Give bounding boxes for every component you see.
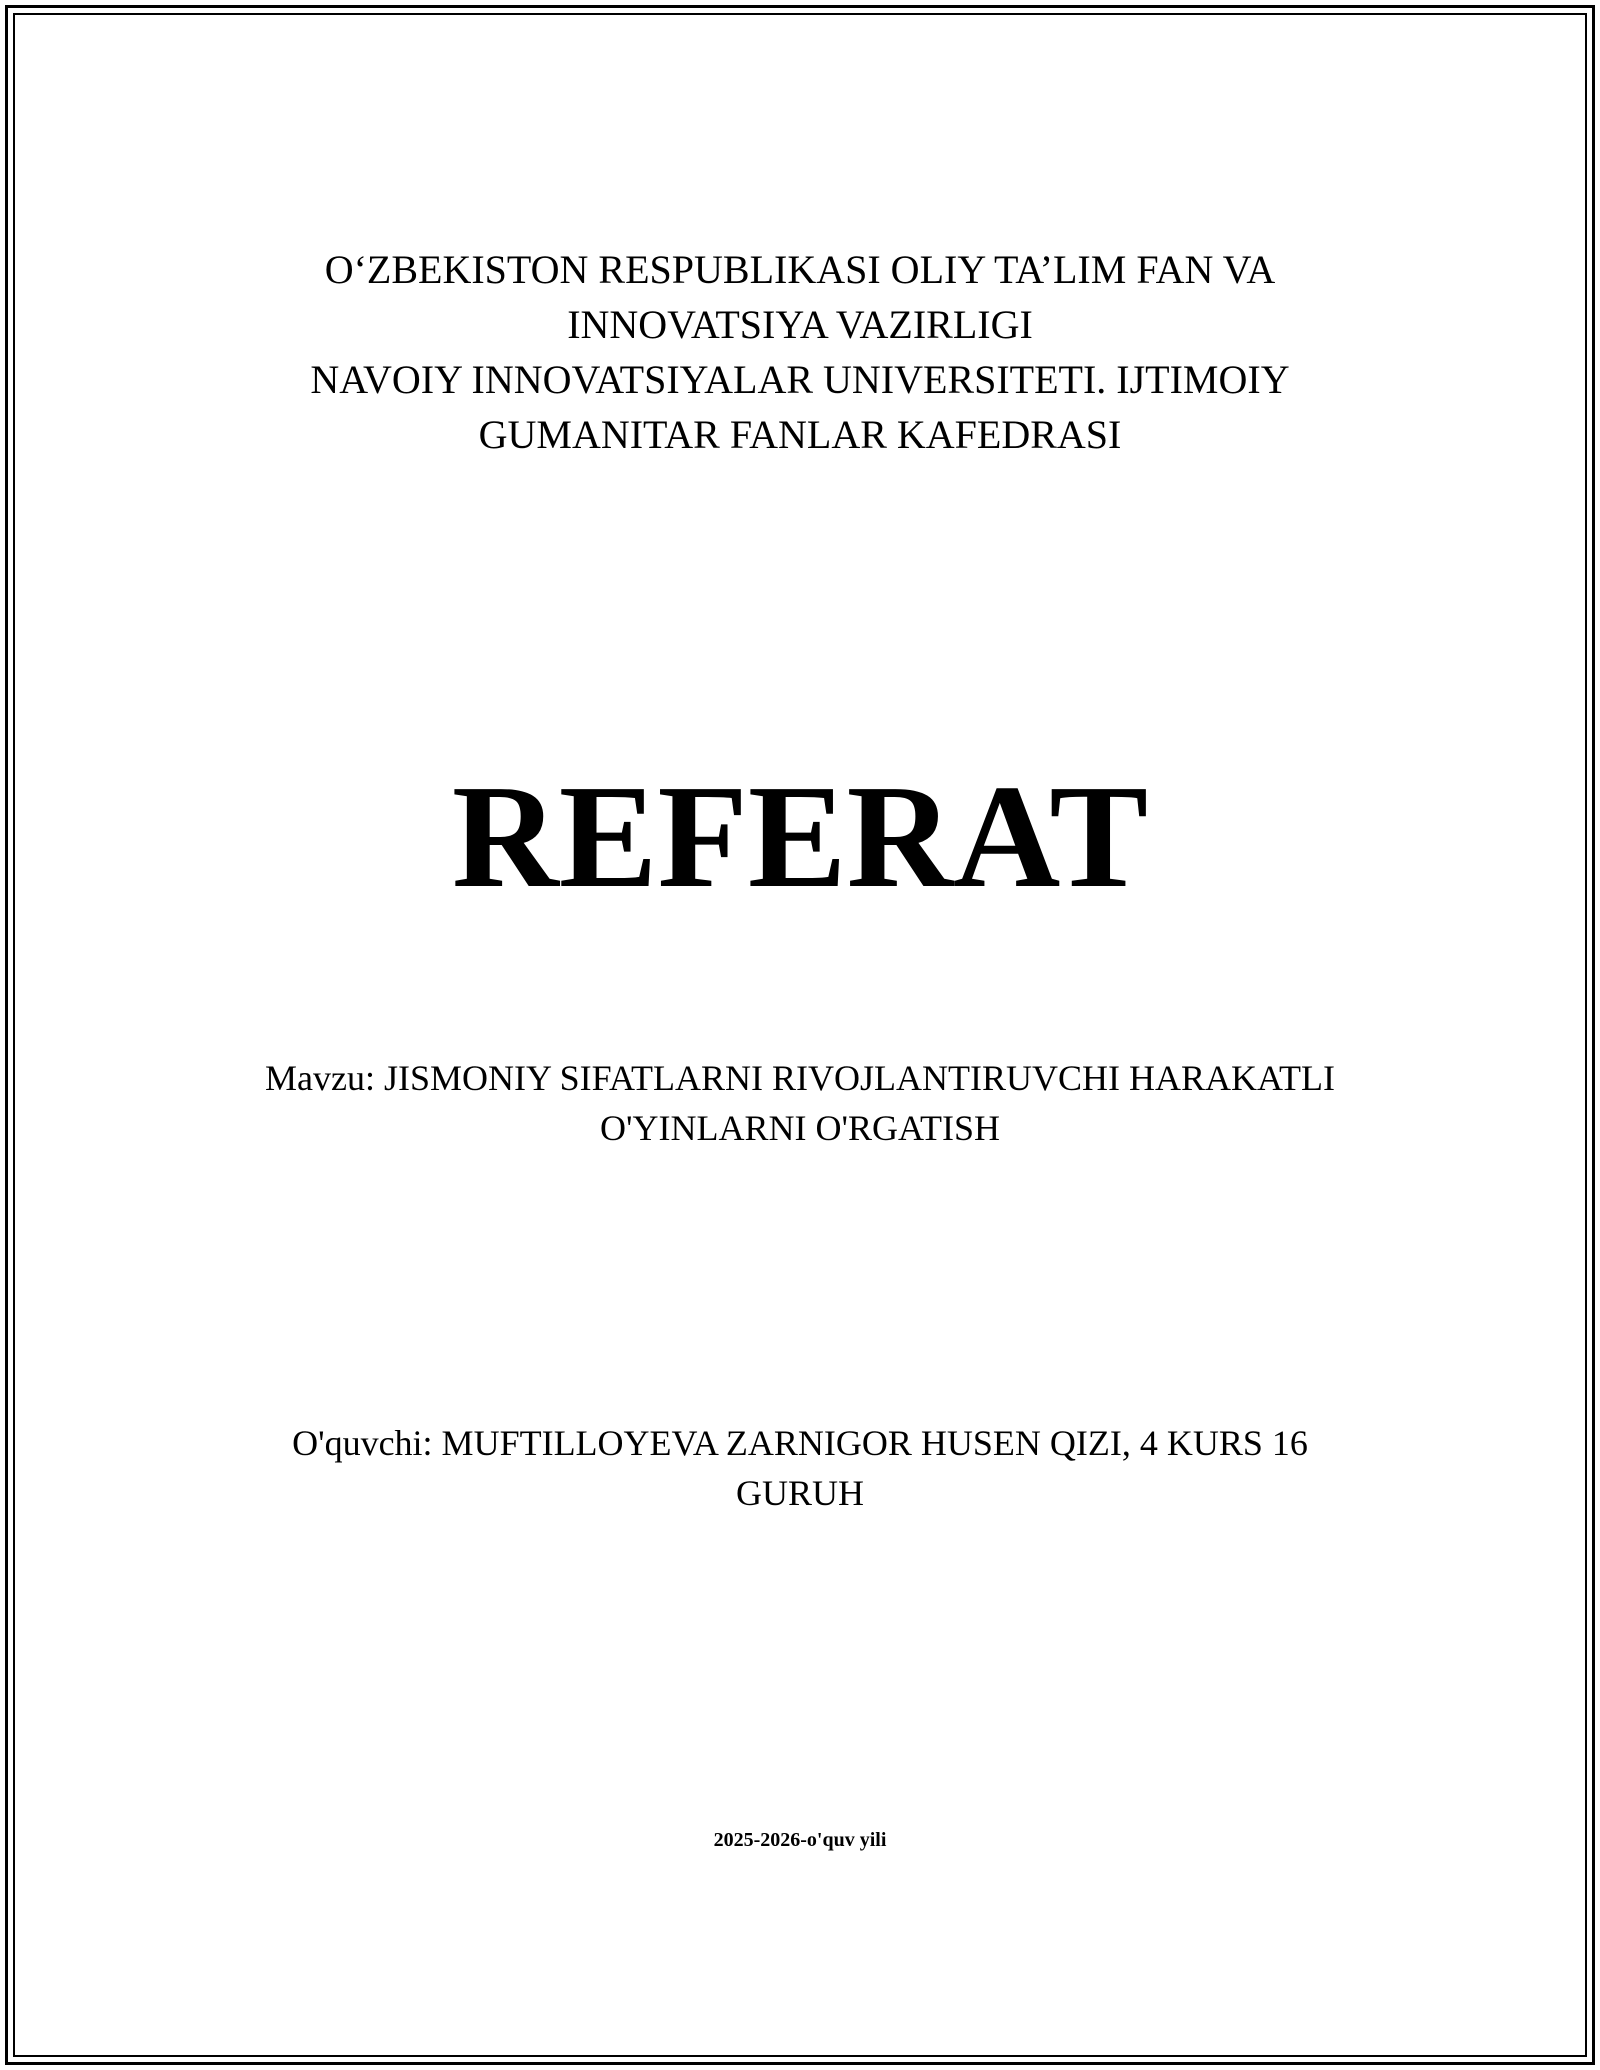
student-line-2: GURUH bbox=[735, 1473, 864, 1513]
topic-line-1: Mavzu: JISMONIY SIFATLARNI RIVOJLANTIRUVCHI HARAKATLI bbox=[265, 1058, 1335, 1098]
header-line-university: NAVOIY INNOVATSIYALAR UNIVERSITETI. IJTIMOIY bbox=[310, 357, 1290, 402]
header-line-department: GUMANITAR FANLAR KAFEDRASI bbox=[478, 412, 1122, 457]
header-line-ministry-cont: INNOVATSIYA VAZIRLIGI bbox=[567, 302, 1033, 347]
student-line-1: O'quvchi: MUFTILLOYEVA ZARNIGOR HUSEN QIZI, 4 KURS 16 bbox=[292, 1423, 1308, 1463]
topic-line-2: O'YINLARNI O'RGATISH bbox=[600, 1108, 1000, 1148]
header-line-ministry: O‘ZBEKISTON RESPUBLIKASI OLIY TA’LIM FAN VA bbox=[324, 247, 1276, 292]
document-title: REFERAT bbox=[451, 755, 1149, 919]
academic-year: 2025-2026-o'quv yili bbox=[713, 1829, 887, 1851]
